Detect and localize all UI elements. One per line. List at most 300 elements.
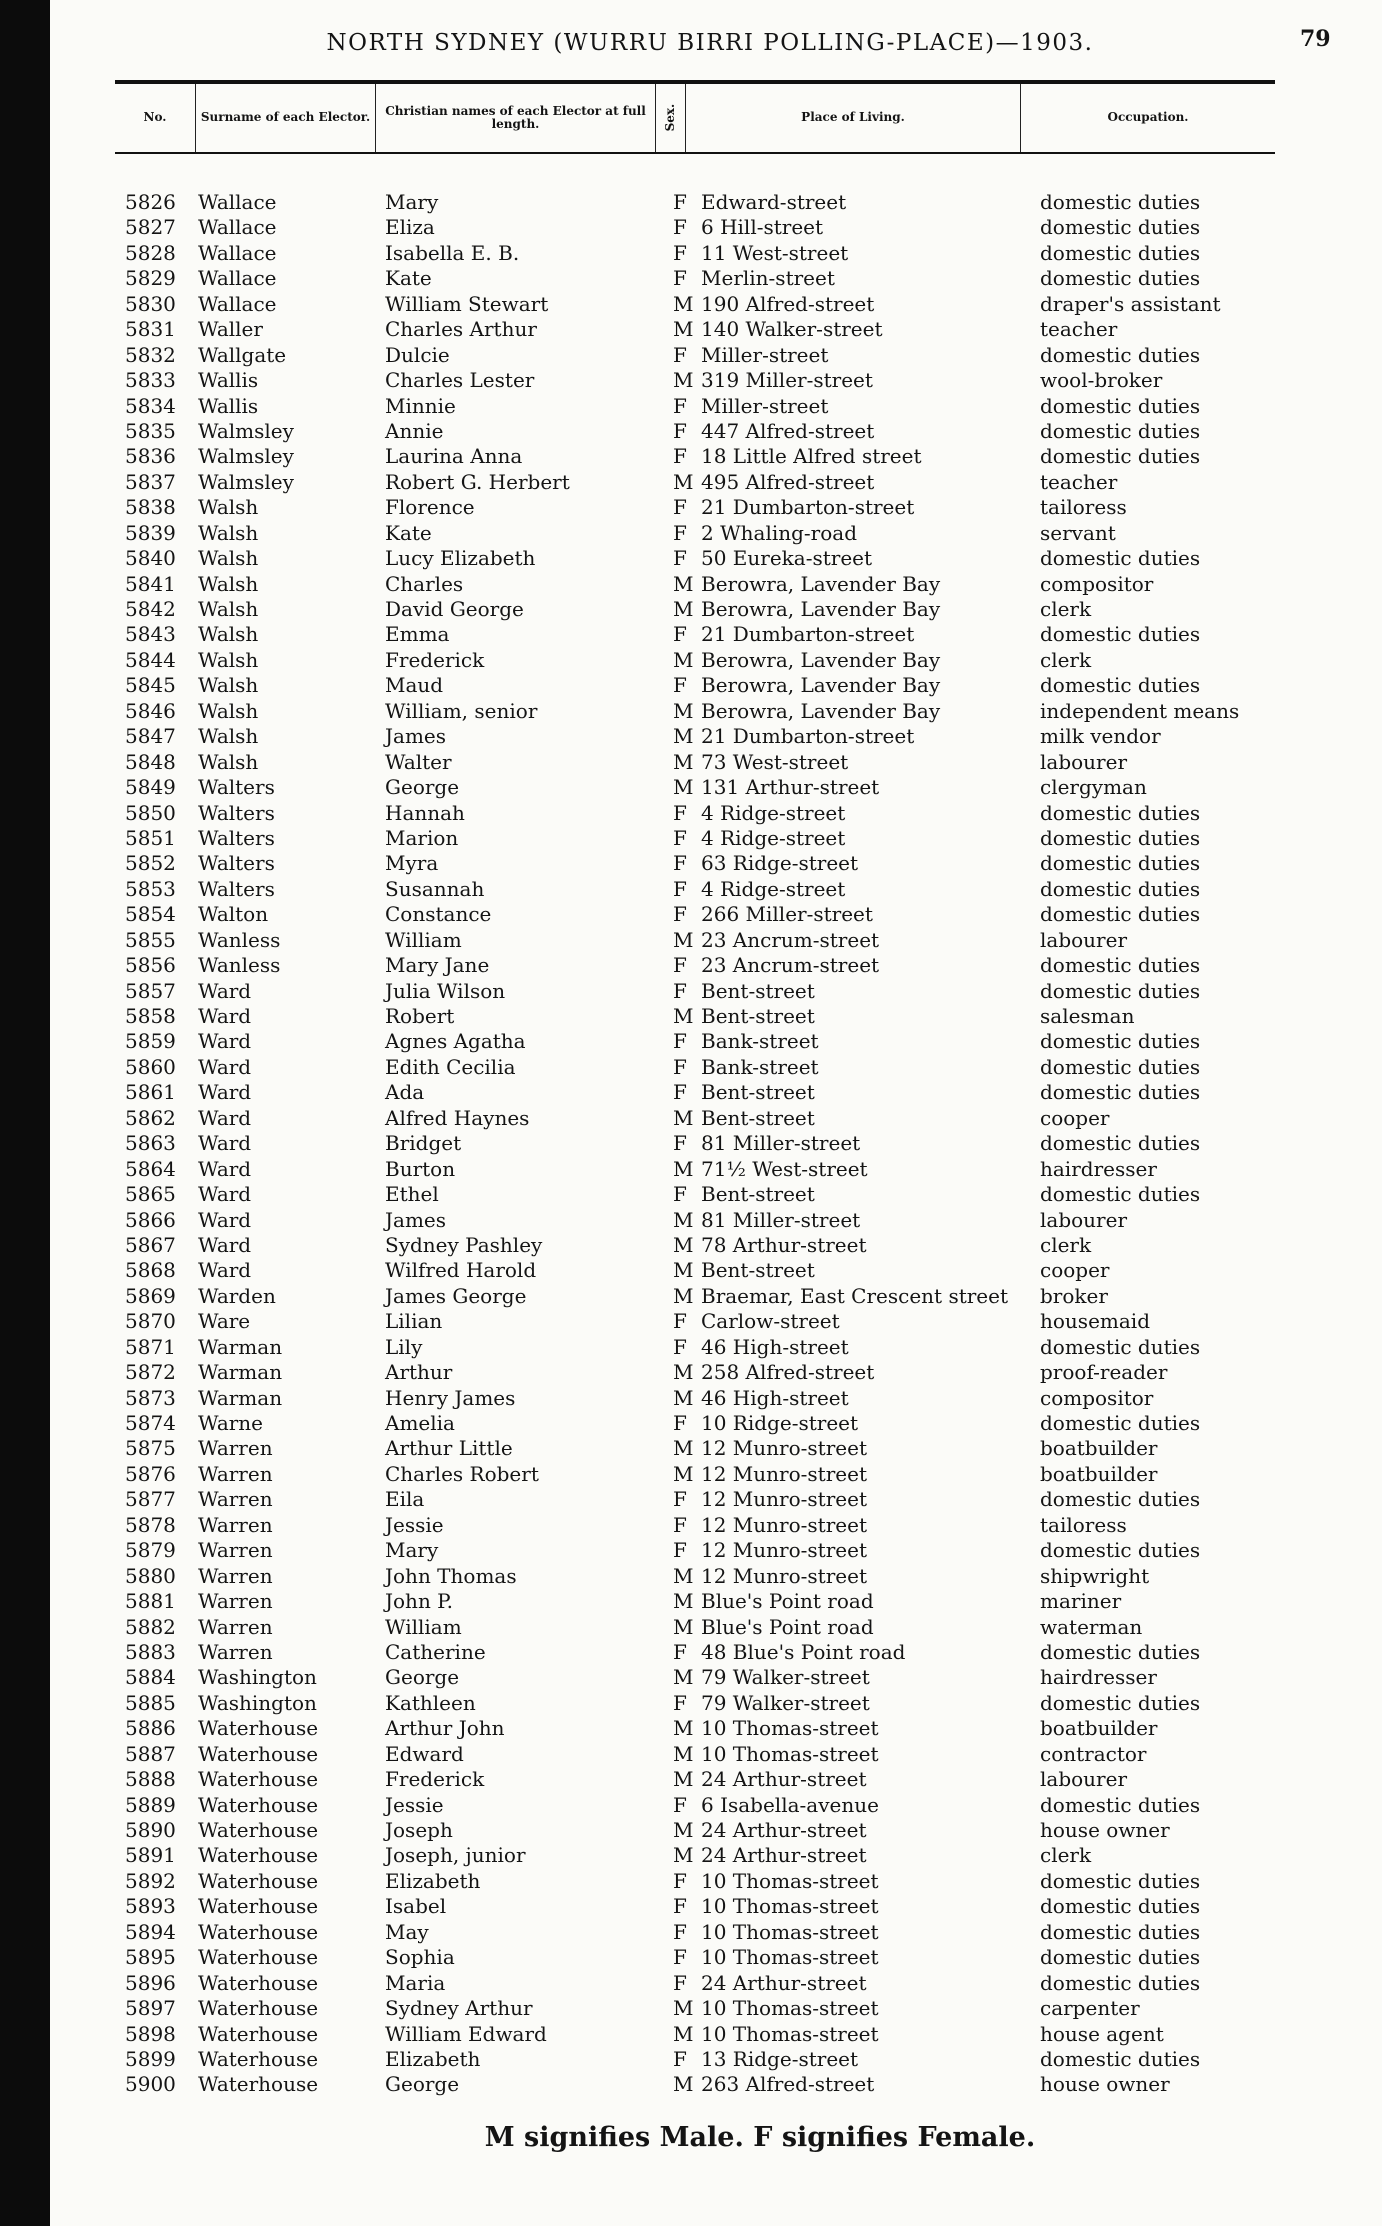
- table-row: [115, 1462, 1275, 1487]
- elector-sex: M: [673, 1563, 694, 1588]
- elector-occupation: cooper: [1040, 1105, 1110, 1130]
- page-number: 79: [1300, 26, 1331, 52]
- elector-christian-names: Mary: [385, 190, 439, 214]
- elector-christian-names: Agnes Agatha: [385, 1029, 526, 1054]
- elector-number: 5850: [125, 800, 176, 825]
- elector-place-of-living: Berowra, Lavender Bay: [701, 673, 941, 698]
- elector-christian-names: Lily: [385, 1334, 423, 1359]
- elector-place-of-living: 78 Arthur-street: [701, 1232, 867, 1257]
- elector-place-of-living: 10 Thomas-street: [701, 1894, 879, 1919]
- elector-sex: F: [673, 1970, 687, 1995]
- elector-sex: F: [673, 800, 687, 825]
- table-row: [115, 419, 1275, 444]
- elector-occupation: domestic duties: [1040, 978, 1201, 1003]
- elector-sex: M: [673, 469, 694, 494]
- elector-christian-names: Hannah: [385, 800, 465, 825]
- elector-occupation: domestic duties: [1040, 825, 1201, 850]
- elector-place-of-living: 12 Munro-street: [701, 1563, 867, 1588]
- elector-occupation: domestic duties: [1040, 240, 1201, 265]
- elector-sex: M: [673, 2021, 694, 2046]
- elector-sex: F: [673, 393, 687, 418]
- elector-sex: M: [673, 1156, 694, 1181]
- table-row: [115, 1615, 1275, 1640]
- elector-surname: Ware: [198, 1309, 251, 1334]
- elector-christian-names: Robert G. Herbert: [385, 469, 570, 494]
- header-rule-bottom: [115, 152, 1275, 154]
- elector-surname: Waterhouse: [198, 1792, 319, 1817]
- elector-number: 5880: [125, 1563, 176, 1588]
- elector-surname: Walmsley: [198, 444, 294, 469]
- table-header: [115, 84, 1275, 152]
- elector-occupation: labourer: [1040, 749, 1128, 774]
- elector-place-of-living: 4 Ridge-street: [701, 876, 846, 901]
- elector-place-of-living: Berowra, Lavender Bay: [701, 571, 941, 596]
- elector-surname: Waller: [198, 317, 263, 342]
- elector-number: 5893: [125, 1894, 176, 1919]
- elector-number: 5881: [125, 1589, 176, 1614]
- elector-occupation: domestic duties: [1040, 1538, 1201, 1563]
- elector-sex: F: [673, 1309, 687, 1334]
- elector-occupation: domestic duties: [1040, 2046, 1201, 2071]
- elector-occupation: cooper: [1040, 1258, 1110, 1283]
- elector-number: 5876: [125, 1461, 176, 1486]
- elector-number: 5855: [125, 927, 176, 952]
- table-row: [115, 1818, 1275, 1843]
- elector-sex: F: [673, 953, 687, 978]
- elector-number: 5853: [125, 876, 176, 901]
- elector-number: 5874: [125, 1411, 176, 1435]
- elector-occupation: house owner: [1040, 1818, 1170, 1842]
- elector-place-of-living: 21 Dumbarton-street: [701, 724, 915, 749]
- elector-occupation: proof-reader: [1040, 1360, 1168, 1385]
- elector-place-of-living: 10 Thomas-street: [701, 1919, 879, 1944]
- elector-surname: Waterhouse: [198, 1919, 319, 1944]
- elector-christian-names: Kathleen: [385, 1690, 476, 1715]
- elector-sex: F: [673, 266, 687, 291]
- elector-sex: M: [673, 1461, 694, 1486]
- elector-number: 5848: [125, 749, 176, 774]
- elector-sex: F: [673, 1919, 687, 1944]
- elector-number: 5836: [125, 444, 176, 469]
- table-row: [115, 1360, 1275, 1385]
- elector-place-of-living: 258 Alfred-street: [701, 1360, 875, 1385]
- elector-place-of-living: 495 Alfred-street: [701, 469, 875, 494]
- elector-number: 5894: [125, 1919, 176, 1944]
- elector-occupation: boatbuilder: [1040, 1716, 1158, 1741]
- elector-place-of-living: 71½ West-street: [701, 1156, 868, 1181]
- elector-surname: Waterhouse: [198, 1945, 319, 1970]
- elector-occupation: house agent: [1040, 2021, 1164, 2046]
- elector-place-of-living: 263 Alfred-street: [701, 2072, 875, 2097]
- elector-place-of-living: Berowra, Lavender Bay: [701, 647, 941, 672]
- elector-christian-names: Maria: [385, 1970, 446, 1995]
- elector-christian-names: Elizabeth: [385, 2046, 481, 2071]
- elector-sex: F: [673, 342, 687, 367]
- elector-occupation: domestic duties: [1040, 215, 1201, 240]
- table-row: [115, 1258, 1275, 1283]
- elector-sex: F: [673, 1792, 687, 1817]
- table-row: [115, 317, 1275, 342]
- elector-christian-names: Edith Cecilia: [385, 1054, 516, 1079]
- elector-surname: Washington: [198, 1665, 317, 1690]
- elector-surname: Warren: [198, 1563, 273, 1588]
- elector-occupation: house owner: [1040, 2072, 1170, 2097]
- table-row: [115, 1640, 1275, 1665]
- elector-sex: M: [673, 1232, 694, 1257]
- elector-sex: M: [673, 1283, 694, 1308]
- elector-place-of-living: 12 Munro-street: [701, 1487, 867, 1512]
- elector-sex: F: [673, 1868, 687, 1893]
- elector-christian-names: Jessie: [385, 1792, 444, 1817]
- elector-surname: Warren: [198, 1538, 273, 1563]
- elector-sex: F: [673, 978, 687, 1003]
- elector-sex: F: [673, 1894, 687, 1919]
- elector-surname: Waterhouse: [198, 1843, 319, 1868]
- elector-surname: Warren: [198, 1436, 273, 1461]
- elector-sex: F: [673, 902, 687, 927]
- table-row: [115, 215, 1275, 240]
- elector-number: 5890: [125, 1818, 176, 1842]
- elector-occupation: domestic duties: [1040, 1639, 1201, 1664]
- elector-place-of-living: 13 Ridge-street: [701, 2046, 859, 2071]
- elector-place-of-living: 10 Thomas-street: [701, 2021, 879, 2046]
- elector-christian-names: William, senior: [385, 698, 538, 723]
- elector-sex: M: [673, 698, 694, 723]
- elector-christian-names: William Stewart: [385, 291, 549, 316]
- elector-number: 5860: [125, 1054, 176, 1079]
- elector-number: 5891: [125, 1843, 176, 1868]
- elector-number: 5868: [125, 1258, 176, 1283]
- table-row: [115, 572, 1275, 597]
- elector-occupation: domestic duties: [1040, 1487, 1201, 1512]
- elector-occupation: contractor: [1040, 1741, 1147, 1766]
- elector-place-of-living: Miller-street: [701, 342, 829, 367]
- elector-christian-names: Kate: [385, 266, 432, 291]
- table-row: [115, 1182, 1275, 1207]
- elector-surname: Ward: [198, 1207, 252, 1232]
- elector-surname: Wallace: [198, 190, 277, 214]
- elector-number: 5839: [125, 520, 176, 545]
- elector-christian-names: David George: [385, 597, 524, 621]
- elector-sex: M: [673, 1741, 694, 1766]
- elector-occupation: waterman: [1040, 1614, 1143, 1639]
- elector-number: 5896: [125, 1970, 176, 1995]
- elector-place-of-living: 10 Thomas-street: [701, 1868, 879, 1893]
- elector-sex: F: [673, 1690, 687, 1715]
- elector-number: 5841: [125, 571, 176, 596]
- elector-occupation: boatbuilder: [1040, 1436, 1158, 1461]
- elector-christian-names: May: [385, 1919, 429, 1944]
- elector-number: 5838: [125, 495, 176, 520]
- elector-surname: Wallace: [198, 240, 277, 265]
- elector-place-of-living: Bank-street: [701, 1029, 819, 1054]
- elector-sex: M: [673, 1207, 694, 1232]
- table-row: [115, 801, 1275, 826]
- elector-place-of-living: 24 Arthur-street: [701, 1767, 867, 1792]
- elector-place-of-living: Berowra, Lavender Bay: [701, 698, 941, 723]
- elector-place-of-living: 10 Thomas-street: [701, 1741, 879, 1766]
- elector-place-of-living: 2 Whaling-road: [701, 520, 858, 545]
- elector-christian-names: George: [385, 2072, 460, 2097]
- elector-occupation: wool-broker: [1040, 368, 1163, 393]
- elector-sex: F: [673, 1029, 687, 1054]
- elector-sex: M: [673, 1436, 694, 1461]
- table-row: [115, 1411, 1275, 1436]
- elector-occupation: domestic duties: [1040, 1945, 1201, 1970]
- elector-number: 5830: [125, 291, 176, 316]
- elector-sex: M: [673, 1614, 694, 1639]
- elector-occupation: labourer: [1040, 927, 1128, 952]
- elector-occupation: domestic duties: [1040, 546, 1201, 571]
- elector-christian-names: Julia Wilson: [385, 978, 506, 1003]
- elector-number: 5851: [125, 825, 176, 850]
- elector-surname: Wallis: [198, 393, 259, 418]
- elector-place-of-living: 79 Walker-street: [701, 1690, 870, 1715]
- elector-place-of-living: 18 Little Alfred street: [701, 444, 922, 469]
- elector-place-of-living: 24 Arthur-street: [701, 1843, 867, 1868]
- elector-occupation: domestic duties: [1040, 800, 1201, 825]
- elector-surname: Ward: [198, 1131, 252, 1156]
- elector-sex: F: [673, 520, 687, 545]
- elector-occupation: shipwright: [1040, 1563, 1150, 1588]
- table-row: [115, 1055, 1275, 1080]
- elector-sex: M: [673, 1843, 694, 1868]
- page-title: NORTH SYDNEY (WURRU BIRRI POLLING-PLACE)—1903.: [326, 30, 1094, 56]
- elector-place-of-living: Bent-street: [701, 1080, 815, 1105]
- elector-christian-names: James: [385, 1207, 447, 1232]
- elector-christian-names: Robert: [385, 1004, 455, 1028]
- elector-christian-names: Sophia: [385, 1945, 455, 1970]
- elector-place-of-living: 6 Hill-street: [701, 215, 824, 240]
- elector-number: 5835: [125, 418, 176, 443]
- column-header-sex-label: Sex.: [662, 104, 677, 132]
- table-row: [115, 521, 1275, 546]
- elector-occupation: domestic duties: [1040, 1792, 1201, 1817]
- elector-place-of-living: 319 Miller-street: [701, 368, 873, 393]
- elector-occupation: domestic duties: [1040, 1182, 1201, 1207]
- elector-number: 5859: [125, 1029, 176, 1054]
- elector-surname: Wallace: [198, 266, 277, 291]
- elector-surname: Waterhouse: [198, 1970, 319, 1995]
- elector-place-of-living: Bent-street: [701, 1004, 815, 1028]
- elector-number: 5870: [125, 1309, 176, 1334]
- elector-sex: F: [673, 1411, 687, 1435]
- elector-occupation: domestic duties: [1040, 1868, 1201, 1893]
- table-row: [115, 1920, 1275, 1945]
- table-row: [115, 1157, 1275, 1182]
- elector-place-of-living: 23 Ancrum-street: [701, 927, 880, 952]
- elector-number: 5845: [125, 673, 176, 698]
- elector-number: 5889: [125, 1792, 176, 1817]
- elector-number: 5888: [125, 1767, 176, 1792]
- elector-sex: M: [673, 368, 694, 393]
- elector-occupation: salesman: [1040, 1004, 1135, 1028]
- table-row: [115, 775, 1275, 800]
- table-row: [115, 1004, 1275, 1029]
- table-row: [115, 622, 1275, 647]
- elector-number: 5895: [125, 1945, 176, 1970]
- elector-occupation: compositor: [1040, 571, 1154, 596]
- elector-sex: M: [673, 291, 694, 316]
- elector-number: 5837: [125, 469, 176, 494]
- table-row: [115, 1106, 1275, 1131]
- elector-sex: F: [673, 851, 687, 876]
- elector-place-of-living: 10 Ridge-street: [701, 1411, 859, 1435]
- elector-sex: F: [673, 240, 687, 265]
- elector-christian-names: William Edward: [385, 2021, 547, 2046]
- table-row: [115, 928, 1275, 953]
- elector-number: 5883: [125, 1639, 176, 1664]
- elector-occupation: domestic duties: [1040, 342, 1201, 367]
- elector-place-of-living: Berowra, Lavender Bay: [701, 597, 941, 621]
- elector-number: 5884: [125, 1665, 176, 1690]
- elector-surname: Ward: [198, 1080, 252, 1105]
- elector-christian-names: Marion: [385, 825, 459, 850]
- elector-surname: Walmsley: [198, 469, 294, 494]
- elector-occupation: domestic duties: [1040, 622, 1201, 647]
- elector-occupation: domestic duties: [1040, 1131, 1201, 1156]
- elector-surname: Walters: [198, 825, 275, 850]
- elector-sex: M: [673, 597, 694, 621]
- elector-number: 5867: [125, 1232, 176, 1257]
- elector-number: 5886: [125, 1716, 176, 1741]
- elector-christian-names: Arthur: [385, 1360, 453, 1385]
- elector-surname: Walton: [198, 902, 269, 927]
- elector-number: 5846: [125, 698, 176, 723]
- elector-occupation: domestic duties: [1040, 266, 1201, 291]
- elector-occupation: domestic duties: [1040, 1334, 1201, 1359]
- table-row: [115, 394, 1275, 419]
- elector-sex: F: [673, 1131, 687, 1156]
- elector-number: 5854: [125, 902, 176, 927]
- table-row: [115, 1436, 1275, 1461]
- elector-place-of-living: 81 Miller-street: [701, 1131, 861, 1156]
- elector-surname: Walters: [198, 851, 275, 876]
- elector-number: 5900: [125, 2072, 176, 2097]
- table-row: [115, 1131, 1275, 1156]
- elector-surname: Ward: [198, 1029, 252, 1054]
- page-binding-edge: [0, 0, 50, 2226]
- elector-christian-names: John P.: [385, 1589, 453, 1614]
- elector-surname: Washington: [198, 1690, 317, 1715]
- elector-occupation: domestic duties: [1040, 418, 1201, 443]
- table-row: [115, 241, 1275, 266]
- elector-place-of-living: 48 Blue's Point road: [701, 1639, 906, 1664]
- elector-sex: F: [673, 190, 687, 214]
- table-row: [115, 1335, 1275, 1360]
- elector-surname: Walsh: [198, 673, 259, 698]
- elector-number: 5826: [125, 190, 176, 214]
- elector-christian-names: Alfred Haynes: [385, 1105, 530, 1130]
- elector-number: 5856: [125, 953, 176, 978]
- elector-sex: F: [673, 622, 687, 647]
- elector-table-body: [115, 190, 1275, 2098]
- elector-occupation: compositor: [1040, 1385, 1154, 1410]
- elector-surname: Warman: [198, 1385, 283, 1410]
- elector-place-of-living: 79 Walker-street: [701, 1665, 870, 1690]
- elector-sex: F: [673, 546, 687, 571]
- elector-surname: Wanless: [198, 953, 281, 978]
- elector-occupation: domestic duties: [1040, 1894, 1201, 1919]
- elector-place-of-living: 10 Thomas-street: [701, 1716, 879, 1741]
- elector-surname: Walters: [198, 800, 275, 825]
- table-row: [115, 648, 1275, 673]
- elector-christian-names: Jessie: [385, 1512, 444, 1537]
- elector-christian-names: Joseph, junior: [385, 1843, 526, 1868]
- elector-number: 5843: [125, 622, 176, 647]
- elector-place-of-living: Bank-street: [701, 1054, 819, 1079]
- elector-place-of-living: Bent-street: [701, 978, 815, 1003]
- elector-occupation: broker: [1040, 1283, 1108, 1308]
- table-row: [115, 368, 1275, 393]
- elector-sex: F: [673, 1538, 687, 1563]
- elector-sex: M: [673, 1665, 694, 1690]
- table-row: [115, 1996, 1275, 2021]
- elector-place-of-living: 4 Ridge-street: [701, 800, 846, 825]
- elector-occupation: domestic duties: [1040, 876, 1201, 901]
- elector-surname: Wallace: [198, 215, 277, 240]
- elector-number: 5887: [125, 1741, 176, 1766]
- elector-surname: Waterhouse: [198, 2072, 319, 2097]
- elector-occupation: domestic duties: [1040, 1054, 1201, 1079]
- elector-occupation: hairdresser: [1040, 1156, 1157, 1181]
- elector-christian-names: Charles: [385, 571, 464, 596]
- elector-surname: Ward: [198, 1156, 252, 1181]
- elector-christian-names: Sydney Pashley: [385, 1232, 543, 1257]
- elector-occupation: housemaid: [1040, 1309, 1150, 1334]
- table-row: [115, 1665, 1275, 1690]
- elector-surname: Walmsley: [198, 418, 294, 443]
- elector-occupation: domestic duties: [1040, 1690, 1201, 1715]
- elector-sex: M: [673, 1589, 694, 1614]
- elector-christian-names: Wilfred Harold: [385, 1258, 537, 1283]
- elector-occupation: domestic duties: [1040, 851, 1201, 876]
- table-row: [115, 343, 1275, 368]
- elector-christian-names: Eliza: [385, 215, 435, 240]
- elector-number: 5847: [125, 724, 176, 749]
- elector-christian-names: Charles Lester: [385, 368, 535, 393]
- elector-sex: F: [673, 444, 687, 469]
- elector-christian-names: James: [385, 724, 447, 749]
- table-row: [115, 1793, 1275, 1818]
- elector-place-of-living: 24 Arthur-street: [701, 1818, 867, 1842]
- elector-christian-names: Elizabeth: [385, 1868, 481, 1893]
- elector-occupation: domestic duties: [1040, 1080, 1201, 1105]
- elector-sex: F: [673, 418, 687, 443]
- table-row: [115, 1971, 1275, 1996]
- elector-occupation: independent means: [1040, 698, 1240, 723]
- table-row: [115, 1716, 1275, 1741]
- elector-occupation: teacher: [1040, 469, 1118, 494]
- elector-place-of-living: 10 Thomas-street: [701, 1996, 879, 2021]
- elector-surname: Walsh: [198, 724, 259, 749]
- elector-christian-names: George: [385, 1665, 460, 1690]
- elector-occupation: milk vendor: [1040, 724, 1161, 749]
- table-row: [115, 1894, 1275, 1919]
- elector-place-of-living: Carlow-street: [701, 1309, 840, 1334]
- elector-sex: F: [673, 1639, 687, 1664]
- elector-christian-names: Dulcie: [385, 342, 450, 367]
- elector-occupation: hairdresser: [1040, 1665, 1157, 1690]
- elector-sex: F: [673, 495, 687, 520]
- elector-place-of-living: 190 Alfred-street: [701, 291, 875, 316]
- elector-surname: Warne: [198, 1411, 264, 1435]
- elector-occupation: boatbuilder: [1040, 1461, 1158, 1486]
- elector-place-of-living: Merlin-street: [701, 266, 835, 291]
- elector-occupation: domestic duties: [1040, 1411, 1201, 1435]
- elector-surname: Walsh: [198, 647, 259, 672]
- elector-occupation: domestic duties: [1040, 953, 1201, 978]
